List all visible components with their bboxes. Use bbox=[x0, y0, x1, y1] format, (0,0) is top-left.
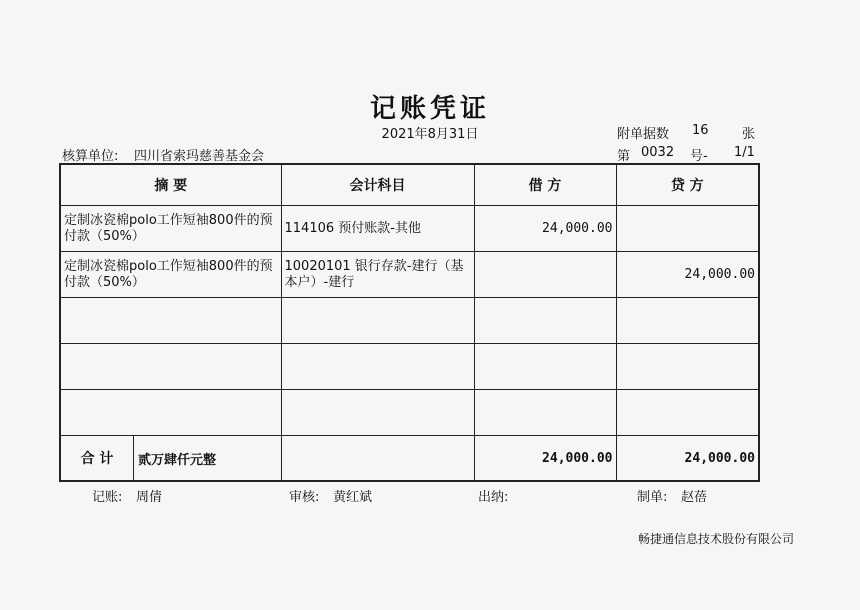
header-account: 会计科目 bbox=[281, 164, 474, 206]
row-credit bbox=[616, 390, 759, 436]
header-debit: 借 方 bbox=[474, 164, 616, 206]
total-credit: 24,000.00 bbox=[616, 436, 759, 482]
row-debit bbox=[474, 344, 616, 390]
row-debit bbox=[474, 298, 616, 344]
row-credit bbox=[616, 344, 759, 390]
voucher-prefix: 第 bbox=[617, 149, 631, 164]
total-amount-words: 贰万肆仟元整 bbox=[138, 452, 217, 468]
row-summary: 定制冰瓷棉polo工作短袖800件的预付款（50%） bbox=[60, 252, 281, 298]
row-summary bbox=[60, 344, 281, 390]
voucher-number: 0032 bbox=[641, 145, 675, 160]
row-account: 114106 预付账款-其他 bbox=[281, 206, 474, 252]
row-account bbox=[281, 298, 474, 344]
software-company: 畅捷通信息技术股份有限公司 bbox=[637, 532, 794, 546]
bookkeeper-label: 记账: bbox=[92, 490, 123, 505]
unit-name: 四川省索玛慈善基金会 bbox=[134, 149, 265, 164]
attachments-unit: 张 bbox=[742, 127, 756, 142]
table-row bbox=[60, 344, 759, 390]
table-row bbox=[60, 390, 759, 436]
row-summary: 定制冰瓷棉polo工作短袖800件的预付款（50%） bbox=[60, 206, 281, 252]
total-cell bbox=[60, 436, 281, 482]
total-debit: 24,000.00 bbox=[474, 436, 616, 482]
unit-label: 核算单位: bbox=[62, 149, 119, 164]
voucher-table bbox=[59, 163, 760, 482]
row-debit: 24,000.00 bbox=[474, 206, 616, 252]
table-row bbox=[60, 252, 759, 298]
preparer-label: 制单: bbox=[637, 490, 668, 505]
row-summary bbox=[60, 298, 281, 344]
attachments-label: 附单据数 bbox=[617, 127, 670, 142]
header-summary: 摘 要 bbox=[60, 164, 281, 206]
header-row bbox=[60, 164, 759, 206]
total-label: 合 计 bbox=[61, 436, 134, 480]
row-summary bbox=[60, 390, 281, 436]
row-account bbox=[281, 344, 474, 390]
cashier-label: 出纳: bbox=[478, 490, 509, 505]
row-debit bbox=[474, 252, 616, 298]
voucher-title: 记账凭证 bbox=[369, 94, 490, 124]
bookkeeper-name: 周倩 bbox=[136, 490, 163, 505]
voucher-suffix: 号- bbox=[690, 149, 708, 164]
table-row bbox=[60, 206, 759, 252]
page-indicator: 1/1 bbox=[734, 145, 755, 160]
reviewer-name: 黄红斌 bbox=[333, 490, 373, 505]
row-account: 10020101 银行存款-建行（基本户）-建行 bbox=[281, 252, 474, 298]
voucher-date: 2021年8月31日 bbox=[381, 127, 479, 142]
row-credit bbox=[616, 298, 759, 344]
table-row bbox=[60, 298, 759, 344]
preparer-name: 赵蓓 bbox=[681, 490, 708, 505]
row-credit: 24,000.00 bbox=[616, 252, 759, 298]
reviewer-label: 审核: bbox=[289, 490, 320, 505]
row-credit bbox=[616, 206, 759, 252]
total-account-blank bbox=[281, 436, 474, 482]
header-credit: 贷 方 bbox=[616, 164, 759, 206]
attachments-count: 16 bbox=[692, 123, 709, 138]
total-row bbox=[60, 436, 759, 482]
row-debit bbox=[474, 390, 616, 436]
row-account bbox=[281, 390, 474, 436]
